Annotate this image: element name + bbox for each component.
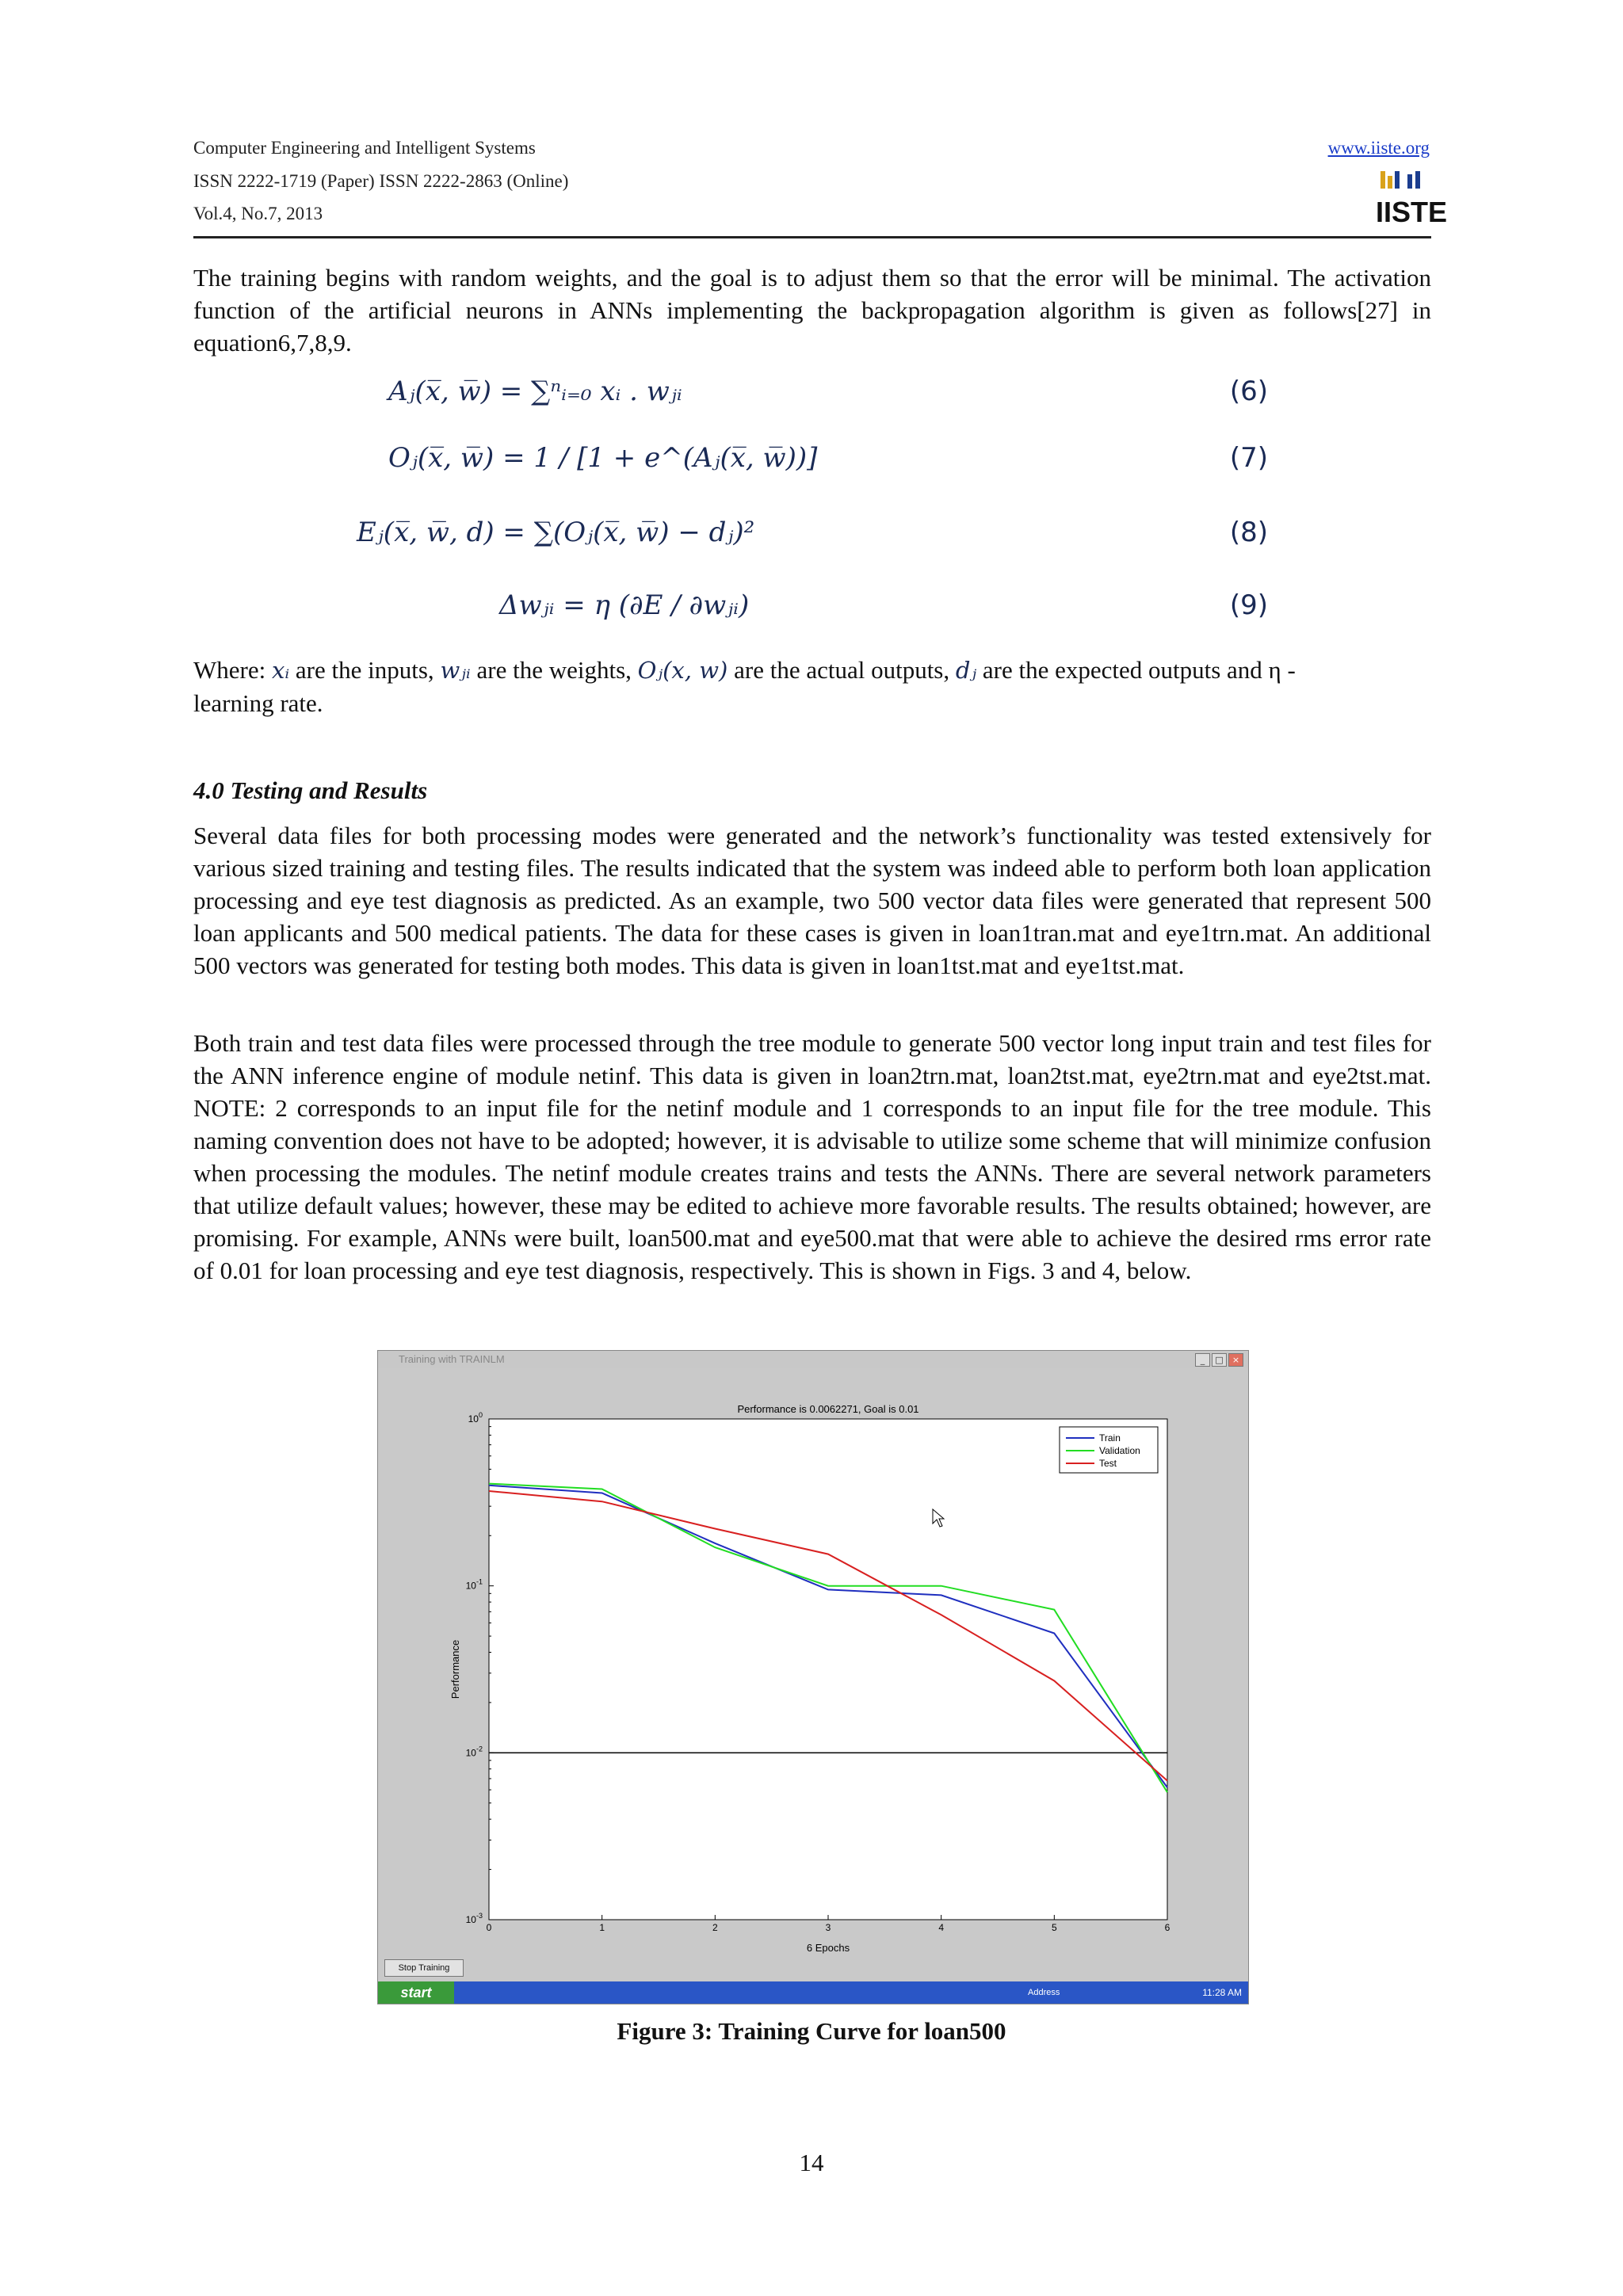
taskbar-clock: 11:28 AM (1202, 1987, 1242, 1998)
x-tick-label: 2 (712, 1922, 718, 1933)
window-titlebar (378, 1351, 1248, 1368)
journal-name: Computer Engineering and Intelligent Systems (193, 138, 536, 158)
y-tick-label: $10^{-1}$ (465, 1577, 483, 1592)
where-text-4: are the expected outputs and η - (982, 656, 1296, 684)
equation-6-expr: Aⱼ(x̅, w̅) = ∑ⁿᵢ₌₀ xᵢ . wⱼᵢ (388, 376, 682, 407)
address-label: Address (1028, 1988, 1060, 1997)
equation-7-expr: Oⱼ(x̅, w̅) = 1 / [1 + e^(Aⱼ(x̅, w̅))] (388, 442, 818, 474)
volume-line: Vol.4, No.7, 2013 (193, 204, 323, 223)
legend-label: Validation (1099, 1445, 1140, 1456)
maximize-icon[interactable]: □ (1212, 1353, 1227, 1367)
page-number: 14 (799, 2149, 824, 2176)
x-tick-label: 6 (1164, 1922, 1170, 1933)
website-link[interactable]: www.iiste.org (1327, 138, 1430, 158)
plot-area (489, 1419, 1167, 1920)
where-line (193, 654, 1431, 719)
equation-7-number: (7) (1229, 442, 1268, 474)
equation-9-number: (9) (1229, 589, 1268, 621)
equation-block (357, 366, 1300, 635)
symbol-xi: xᵢ (271, 657, 290, 684)
header-rule (193, 236, 1431, 238)
window-title: Training with TRAINLM (399, 1353, 505, 1365)
equation-9 (499, 589, 1300, 621)
equation-6-number: (6) (1229, 376, 1268, 407)
paragraph-2: Both train and test data files were processed through the tree module to generate 500 vector long input train and test files for the ANN inference engine of module netinf. This data is given in loan2trn.mat, loan2tst.mat, eye2trn.mat and eye2tst.mat. NOTE: 2 corresponds to an input file for the netinf module and 1 corresponds to an input file for the tree module. This naming convention does not have to be adopted; however, it is advisable to utilize some scheme that will minimize confusion when processing the modules. The netinf module creates trains and tests the ANNs. There are several network parameters that utilize default values; however, these may be edited to achieve more favorable results. The results obtained; however, are promising. For example, ANNs were built, loan500.mat and eye500.mat that were able to achieve the desired rms error rate of 0.01 for loan processing and eye test diagnosis, respectively. This is shown in Figs. 3 and 4, below. (193, 1029, 1431, 1284)
symbol-dj: dⱼ (955, 657, 977, 684)
equation-8-expr: Eⱼ(x̅, w̅, d) = ∑(Oⱼ(x̅, w̅) − dⱼ)² (357, 517, 755, 548)
close-icon[interactable]: × (1228, 1353, 1243, 1367)
equation-9-expr: Δwⱼᵢ = η (∂E / ∂wⱼᵢ) (499, 589, 750, 621)
figure-caption: Figure 3: Training Curve for loan500 (617, 2017, 1006, 2045)
chart-title: Performance is 0.0062271, Goal is 0.01 (737, 1403, 919, 1415)
x-tick-label: 4 (938, 1922, 945, 1933)
y-axis-label: Performance (449, 1639, 461, 1699)
minimize-icon[interactable]: _ (1195, 1353, 1210, 1367)
section-title: 4.0 Testing and Results (193, 776, 428, 804)
where-label: Where: (193, 656, 266, 684)
windows-taskbar (378, 1981, 1248, 2004)
x-tick-label: 5 (1051, 1922, 1057, 1933)
training-window-screenshot (377, 1350, 1249, 2004)
intro-paragraph: The training begins with random weights, and the goal is to adjust them so that the error will be minimal. The activation function of the artificial neurons in ANNs implementing the backpropagation algorithm is given as follows[27] in equation6,7,8,9. (193, 264, 1431, 357)
x-tick-label: 0 (486, 1922, 492, 1933)
x-axis-label: 6 Epochs (806, 1942, 850, 1954)
y-tick-label: $10^{-2}$ (465, 1745, 483, 1759)
where-text-2: are the weights, (476, 656, 632, 684)
issn-line: ISSN 2222-1719 (Paper) ISSN 2222-2863 (Online) (193, 171, 569, 191)
iiste-logo (1374, 170, 1448, 228)
y-tick-label: $10^0$ (468, 1411, 483, 1425)
where-text-3: are the actual outputs, (734, 656, 950, 684)
where-text-1: are the inputs, (295, 656, 434, 684)
equation-6 (388, 376, 1300, 407)
chart-legend (1060, 1427, 1158, 1473)
stop-training-button[interactable]: Stop Training (384, 1959, 464, 1977)
paragraph-1: Several data files for both processing modes were generated and the network’s functionality was tested extensively for various sized training and testing files. The results indicated that the system was indeed able to perform both loan application processing and eye test diagnosis as predicted. As an example, two 500 vector data files were generated that represent 500 loan applicants and 500 medical patients. The data for these cases is given in loan1tran.mat and eye1trn.mat. An additional 500 vectors was generated for testing both modes. This data is given in loan1tst.mat and eye1tst.mat. (193, 822, 1431, 979)
legend-label: Test (1099, 1458, 1117, 1469)
equation-8 (357, 517, 1300, 548)
equation-8-number: (8) (1229, 517, 1268, 548)
x-tick-label: 1 (599, 1922, 605, 1933)
performance-chart (378, 1368, 1248, 1958)
start-button[interactable]: start (378, 1981, 454, 2004)
y-tick-label: $10^{-3}$ (465, 1912, 483, 1925)
symbol-oj: Oⱼ(x, w) (637, 657, 728, 684)
logo-text: IISTE (1376, 196, 1448, 228)
where-text-5: learning rate. (193, 689, 323, 717)
legend-label: Train (1099, 1432, 1121, 1444)
symbol-wji: wⱼᵢ (440, 657, 471, 684)
equation-7 (388, 442, 1300, 474)
x-tick-label: 3 (825, 1922, 831, 1933)
